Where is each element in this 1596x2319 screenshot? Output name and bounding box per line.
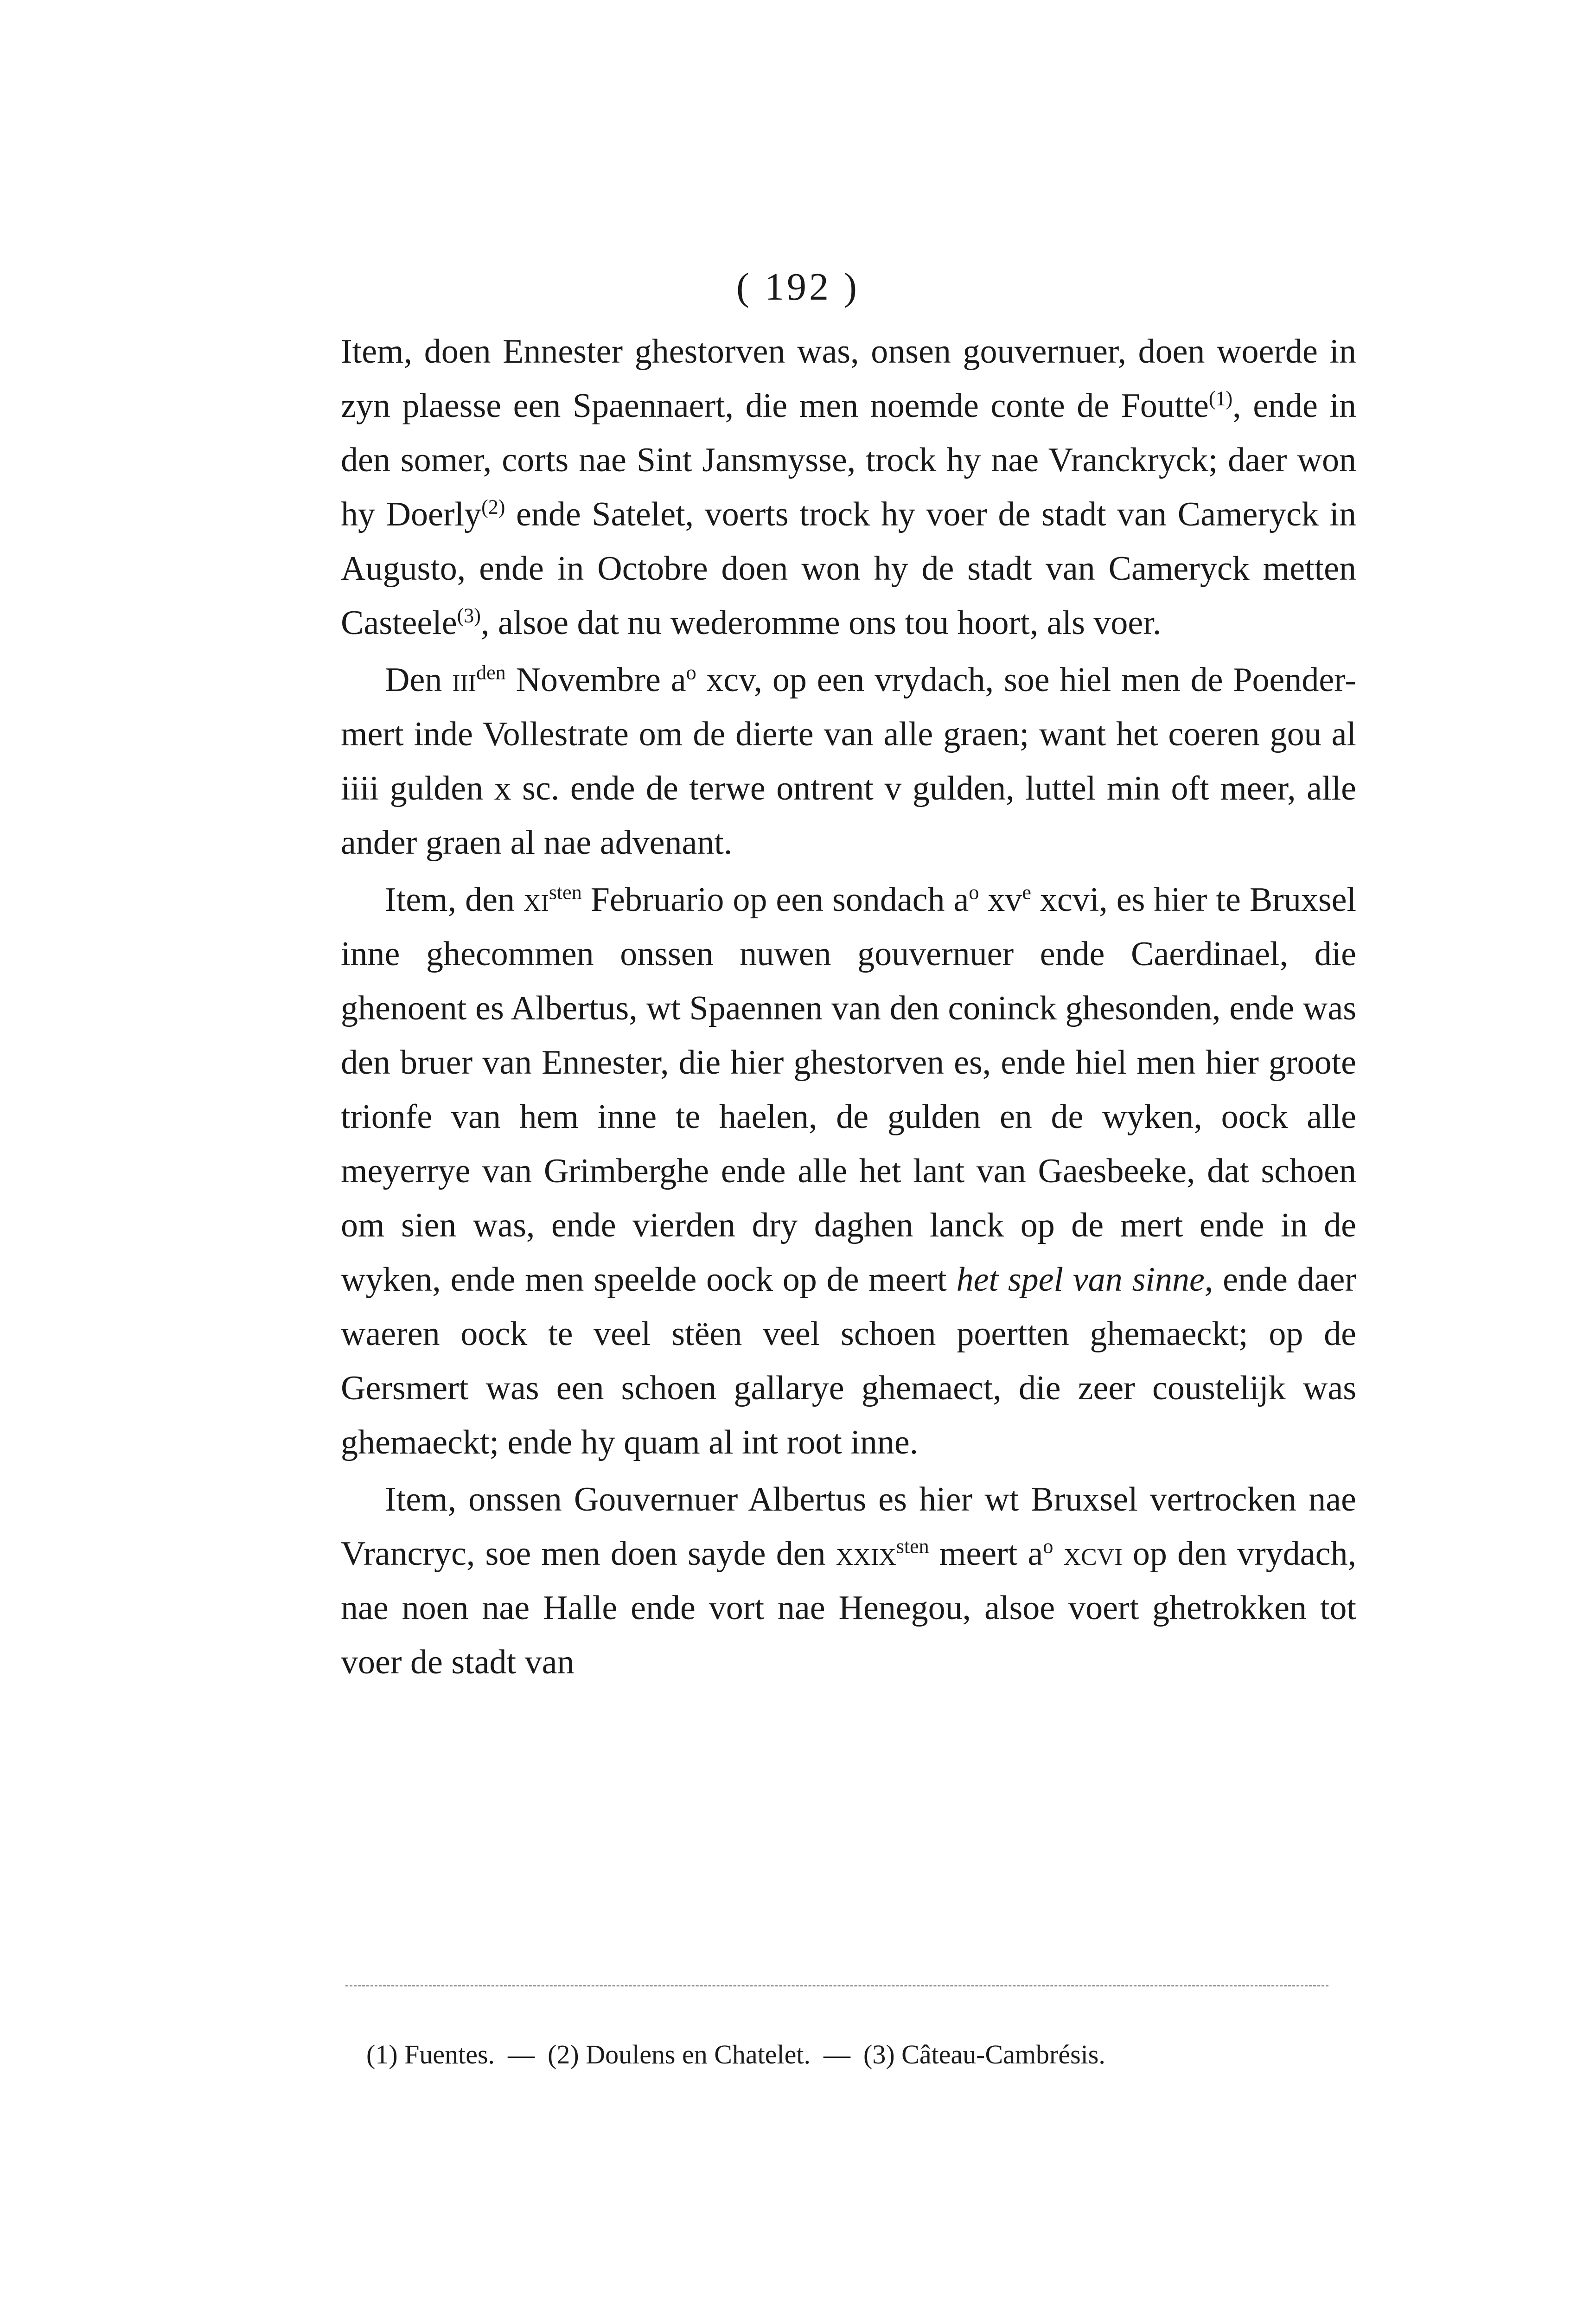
footnote-separator: — (824, 2039, 851, 2069)
footnote-2: (2) Doulens en Chatelet. (548, 2039, 811, 2069)
superscript: (1) (1208, 387, 1233, 410)
text-run: xcv, op een vrydach, soe hiel men de Poender-mert inde Vollestrate om de dierte van alle graen; want het coeren gou al iiii gulden x sc. ende de terwe ontrent v gulden, luttel min oft meer, alle ander graen al nae advenant. (341, 661, 1356, 862)
text-run: Februario op een sondach a (581, 881, 969, 919)
small-caps-numeral: iii (452, 661, 477, 699)
text-run: , alsoe dat nu wederomme ons tou hoort, als voer. (480, 604, 1162, 642)
text-run (1053, 1535, 1063, 1573)
superscript: sten (549, 881, 582, 904)
text-run: , ende in den somer, corts nae Sint Jansmysse, trock hy nae Vranckryck; daer won hy Doerly (341, 387, 1357, 533)
text-run: op den vrydach, nae noen nae Halle ende vort nae Henegou, alsoe voert ghetrokken tot voer de stadt van (341, 1535, 1357, 1681)
footnote-separator: — (508, 2039, 535, 2069)
superscript: e (1022, 881, 1031, 904)
small-caps-numeral: xcvi (1063, 1535, 1123, 1573)
text-run: Item, doen Ennester ghestorven was, onsen gouvernuer, doen woerde in zyn plaesse een Spaennaert, die men noemde conte de Foutte (341, 333, 1356, 425)
superscript: (2) (481, 495, 505, 519)
text-run: meert a (929, 1535, 1043, 1573)
text-run: Novembre a (505, 661, 686, 699)
text-run: Item, onssen Gouvernuer Albertus es hier wt Bruxsel vertrocken nae Vrancryc, soe men doen sayde den (341, 1480, 1356, 1573)
superscript: o (1043, 1535, 1053, 1558)
small-caps-numeral: xxix (836, 1535, 896, 1573)
superscript: o (686, 661, 696, 684)
superscript: o (969, 881, 979, 904)
italic-text: het spel van sinne, (956, 1261, 1213, 1299)
text-run: xcvi, es hier te Bruxsel inne ghecommen onssen nuwen gouvernuer ende Caerdinael, die ghenoent es Albertus, wt Spaennen van den coninck ghesonden, ende was den bruer van Ennester, die hier ghestorven es, ende hiel men hier groote trionfe van hem inne te haelen, de gulden en de wyken, oock alle meyerrye van Grimberghe ende alle het lant van Gaesbeeke, dat schoen om sien was, ende vierden dry daghen lanck op de mert ende in de wyken, ende men speelde oock op de meert (341, 881, 1357, 1299)
body-text (341, 325, 1356, 1692)
paragraph-3 (341, 873, 1356, 1470)
superscript: den (476, 661, 506, 684)
footnote-3: (3) Câteau-Cambrésis. (863, 2039, 1105, 2069)
text-run: Item, den (385, 881, 523, 919)
paragraph-1 (341, 325, 1356, 650)
footnote-1: (1) Fuentes. (366, 2039, 495, 2069)
footnote-rule (345, 1985, 1328, 1986)
footnotes (366, 2036, 1340, 2073)
paragraph-4 (341, 1473, 1356, 1690)
text-run: ende Satelet, voerts trock hy voer de stadt van Cameryck in Augusto, ende in Octobre doen won hy de stadt van Cameryck metten Casteele (341, 495, 1356, 642)
paragraph-2 (341, 653, 1356, 870)
superscript: (3) (457, 604, 481, 627)
small-caps-numeral: xi (523, 881, 549, 919)
text-run: Den (385, 661, 453, 699)
text-run: xv (979, 881, 1022, 919)
page-number: ( 192 ) (736, 265, 860, 308)
text-run: ende daer waeren oock te veel stëen veel schoen poertten ghemaeckt; op de Gersmert was een schoen gallarye ghemaect, die zeer coustelijk was ghemaeckt; ende hy quam al int root inne. (341, 1261, 1356, 1461)
superscript: sten (896, 1535, 929, 1558)
